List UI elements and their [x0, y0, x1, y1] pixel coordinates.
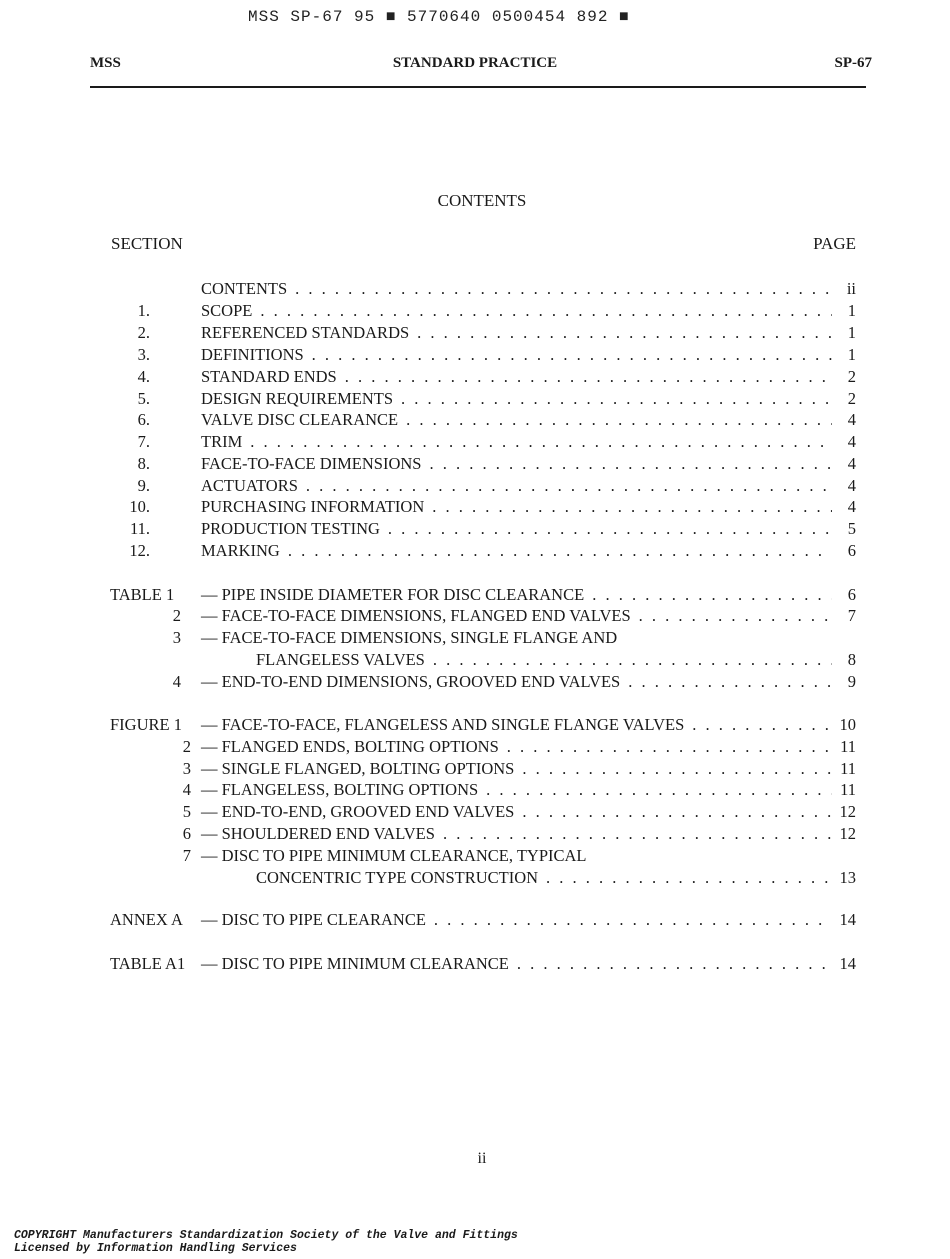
- toc-entry: [201, 388, 856, 410]
- entry-page-number: 11: [840, 737, 856, 756]
- dot-leader: [312, 344, 832, 366]
- entry-title: — FLANGED ENDS, BOLTING OPTIONS: [201, 737, 499, 756]
- section-row: [0, 475, 950, 497]
- section-number: 6.: [137, 410, 150, 429]
- toc-entry: [201, 779, 856, 801]
- dot-leader: [345, 366, 832, 388]
- toc-entry: [201, 278, 856, 300]
- toc-entry: [201, 300, 856, 322]
- entry-title: REFERENCED STANDARDS: [201, 323, 410, 342]
- section-row: [0, 496, 950, 518]
- entry-title-continuation: CONCENTRIC TYPE CONSTRUCTION: [256, 868, 539, 887]
- section-number: 5.: [137, 389, 150, 408]
- section-row: [0, 453, 950, 475]
- figure-row: [0, 779, 950, 801]
- dot-leader: [306, 475, 832, 497]
- figure-row: [0, 736, 950, 758]
- entry-page-number: 13: [839, 868, 856, 887]
- entry-page-number: 4: [847, 454, 856, 473]
- section-number: 8.: [137, 454, 150, 473]
- entry-page-number: 5: [847, 519, 856, 538]
- document-id-barcode: MSS SP-67 95 ■ 5770640 0500454 892 ■: [248, 8, 630, 26]
- entry-page-number: 14: [839, 954, 856, 973]
- entry-page-number: ii: [846, 279, 856, 298]
- annex-row: [0, 909, 950, 931]
- toc-entry: [201, 758, 856, 780]
- dot-leader: [406, 409, 832, 431]
- dot-leader: [639, 605, 832, 627]
- section-number: 11.: [129, 519, 150, 538]
- dot-leader: [429, 453, 832, 475]
- toc-entry: [201, 475, 856, 497]
- entry-page-number: 2: [847, 367, 856, 386]
- table-number: 3: [172, 628, 181, 647]
- figure-number: 2: [182, 737, 191, 756]
- entry-page-number: 1: [847, 301, 856, 320]
- toc-entry: [201, 366, 856, 388]
- entry-title: — END-TO-END DIMENSIONS, GROOVED END VALVES: [201, 672, 621, 691]
- dot-leader: [295, 278, 832, 300]
- entry-page-number: 7: [847, 606, 856, 625]
- entry-title: FACE-TO-FACE DIMENSIONS: [201, 454, 422, 473]
- entry-title-continuation: FLANGELESS VALVES: [256, 650, 425, 669]
- header-document-number: SP-67: [834, 55, 872, 71]
- figure-row: [0, 823, 950, 845]
- section-number: 2.: [137, 323, 150, 342]
- figure-number: 5: [182, 802, 191, 821]
- toc-entry: [201, 584, 856, 606]
- section-number: 3.: [137, 345, 150, 364]
- section-number: 9.: [137, 476, 150, 495]
- table-row: [0, 584, 950, 606]
- entry-page-number: 12: [839, 824, 856, 843]
- toc-entry: [201, 605, 856, 627]
- entry-title: PURCHASING INFORMATION: [201, 497, 425, 516]
- toc-entry: [201, 496, 856, 518]
- header-title: STANDARD PRACTICE: [392, 55, 558, 71]
- dot-leader: [388, 518, 832, 540]
- dot-leader: [522, 801, 832, 823]
- figure-row: [0, 845, 950, 867]
- page-number: ii: [477, 1150, 487, 1167]
- dot-leader: [432, 496, 832, 518]
- entry-title: — PIPE INSIDE DIAMETER FOR DISC CLEARANCE: [201, 585, 585, 604]
- entry-page-number: 4: [847, 476, 856, 495]
- dot-leader: [401, 388, 832, 410]
- page-title: CONTENTS: [437, 191, 527, 210]
- entry-page-number: 6: [847, 541, 856, 560]
- entry-title: — END-TO-END, GROOVED END VALVES: [201, 802, 515, 821]
- annex-label: ANNEX A: [110, 910, 183, 929]
- entry-page-number: 11: [840, 780, 856, 799]
- dot-leader: [546, 867, 832, 889]
- table-row: [0, 605, 950, 627]
- entry-title: CONTENTS: [201, 279, 288, 298]
- figure-number: 3: [182, 759, 191, 778]
- figure-number: FIGURE 1: [110, 715, 182, 734]
- license-notice: Licensed by Information Handling Services: [14, 1242, 297, 1255]
- dot-leader: [260, 300, 832, 322]
- toc-entry: [201, 431, 856, 453]
- dot-leader: [517, 953, 832, 975]
- toc-entry: [201, 671, 856, 693]
- entry-title: MARKING: [201, 541, 280, 560]
- toc-entry: [201, 736, 856, 758]
- copyright-notice: COPYRIGHT Manufacturers Standardization Society of the Valve and Fittings: [14, 1229, 518, 1242]
- figure-row: [0, 801, 950, 823]
- toc-entry: [201, 801, 856, 823]
- toc-entry: [201, 909, 856, 931]
- section-row: [0, 540, 950, 562]
- section-row: [0, 322, 950, 344]
- section-number: 10.: [129, 497, 150, 516]
- entry-page-number: 8: [847, 650, 856, 669]
- section-row: [0, 344, 950, 366]
- section-column-header: SECTION: [111, 234, 183, 253]
- section-row: [0, 388, 950, 410]
- toc-entry: [201, 322, 856, 344]
- figure-row: [0, 758, 950, 780]
- entry-page-number: 1: [847, 323, 856, 342]
- section-row: [0, 366, 950, 388]
- section-number: 4.: [137, 367, 150, 386]
- table-number: TABLE 1: [110, 585, 175, 604]
- page-column-header: PAGE: [813, 234, 856, 253]
- toc-entry: [201, 953, 856, 975]
- toc-entry: [256, 867, 856, 889]
- dot-leader: [434, 909, 832, 931]
- table-row: [0, 671, 950, 693]
- section-row: [0, 300, 950, 322]
- entry-title: VALVE DISC CLEARANCE: [201, 410, 399, 429]
- dot-leader: [288, 540, 832, 562]
- entry-title: SCOPE: [201, 301, 253, 320]
- header-organization: MSS: [90, 55, 121, 71]
- dot-leader: [692, 714, 832, 736]
- section-number: 12.: [129, 541, 150, 560]
- figure-row-continuation: [0, 867, 950, 889]
- section-row: [0, 278, 950, 300]
- toc-entry: [201, 453, 856, 475]
- toc-entry: [256, 649, 856, 671]
- dot-leader: [522, 758, 832, 780]
- annex-table-label: TABLE A1: [110, 954, 186, 973]
- entry-title: — FACE-TO-FACE, FLANGELESS AND SINGLE FLANGE VALVES: [201, 715, 685, 734]
- entry-title: — FACE-TO-FACE DIMENSIONS, FLANGED END VALVES: [201, 606, 631, 625]
- section-number: 7.: [137, 432, 150, 451]
- dot-leader: [486, 779, 832, 801]
- entry-page-number: 10: [839, 715, 856, 734]
- toc-entry: [201, 823, 856, 845]
- table-number: 4: [172, 672, 181, 691]
- table-row-continuation: [0, 649, 950, 671]
- figure-number: 4: [182, 780, 191, 799]
- entry-page-number: 6: [847, 585, 856, 604]
- figure-number: 7: [182, 846, 191, 865]
- toc-entry: [201, 409, 856, 431]
- dot-leader: [250, 431, 832, 453]
- entry-title: ACTUATORS: [201, 476, 298, 495]
- annex-table-row: [0, 953, 950, 975]
- entry-title: DEFINITIONS: [201, 345, 304, 364]
- entry-title: PRODUCTION TESTING: [201, 519, 380, 538]
- entry-page-number: 2: [847, 389, 856, 408]
- entry-page-number: 1: [847, 345, 856, 364]
- section-number: 1.: [137, 301, 150, 320]
- figure-number: 6: [182, 824, 191, 843]
- entry-page-number: 12: [839, 802, 856, 821]
- entry-title: DESIGN REQUIREMENTS: [201, 389, 394, 408]
- table-row: [0, 627, 950, 649]
- dot-leader: [592, 584, 832, 606]
- dot-leader: [417, 322, 832, 344]
- toc-entry: [201, 518, 856, 540]
- entry-title: — DISC TO PIPE MINIMUM CLEARANCE, TYPICAL: [201, 846, 587, 865]
- toc-entry: [201, 344, 856, 366]
- dot-leader: [507, 736, 832, 758]
- entry-title: — FLANGELESS, BOLTING OPTIONS: [201, 780, 479, 799]
- entry-page-number: 11: [840, 759, 856, 778]
- entry-title: — FACE-TO-FACE DIMENSIONS, SINGLE FLANGE AND: [201, 628, 618, 647]
- entry-page-number: 9: [847, 672, 856, 691]
- entry-title: STANDARD ENDS: [201, 367, 337, 386]
- dot-leader: [628, 671, 832, 693]
- entry-page-number: 4: [847, 410, 856, 429]
- entry-title: TRIM: [201, 432, 243, 451]
- entry-page-number: 4: [847, 432, 856, 451]
- entry-title: — SINGLE FLANGED, BOLTING OPTIONS: [201, 759, 515, 778]
- entry-page-number: 4: [847, 497, 856, 516]
- entry-title: — SHOULDERED END VALVES: [201, 824, 435, 843]
- entry-title: — DISC TO PIPE CLEARANCE: [201, 910, 426, 929]
- section-row: [0, 518, 950, 540]
- table-number: 2: [172, 606, 181, 625]
- section-row: [0, 409, 950, 431]
- entry-title: — DISC TO PIPE MINIMUM CLEARANCE: [201, 954, 509, 973]
- toc-entry: [201, 714, 856, 736]
- section-row: [0, 431, 950, 453]
- figure-row: [0, 714, 950, 736]
- dot-leader: [433, 649, 832, 671]
- header-rule: [90, 86, 866, 88]
- toc-entry: [201, 540, 856, 562]
- entry-page-number: 14: [839, 910, 856, 929]
- dot-leader: [443, 823, 832, 845]
